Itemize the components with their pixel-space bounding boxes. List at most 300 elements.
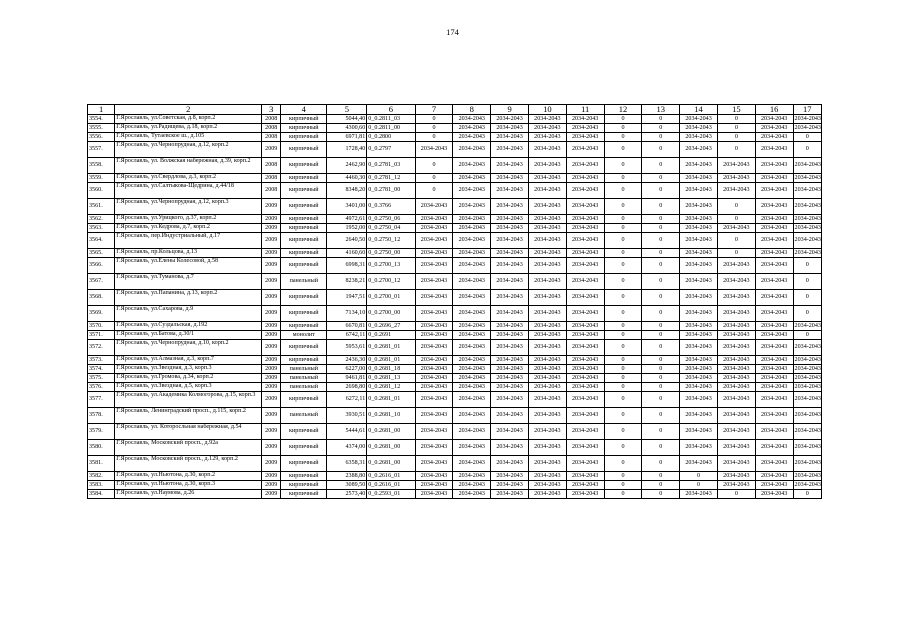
table-cell: 0_0.2681_01 [367,356,415,365]
table-cell: 2034-2043 [453,374,491,383]
table-cell: 2034-2043 [453,440,491,456]
table-cell: 2034-2043 [528,424,566,440]
table-cell: 2034-2043 [415,199,453,215]
table-cell: 2034-2043 [491,174,529,183]
table-cell: 2034-2043 [793,183,821,199]
table-cell: 2436,30 [327,356,367,365]
table-cell: 2034-2043 [717,392,755,408]
table-cell: 3578. [88,408,115,424]
table-cell: 0 [642,174,680,183]
table-cell: Г.Ярославль, ул.Папанина, д.13, корп.2 [115,290,262,306]
table-cell: 2008 [262,158,281,174]
table-cell: 6272,11 [327,392,367,408]
table-cell: 2034-2043 [491,124,529,133]
table-cell: 0 [717,249,755,258]
table-cell: 0_0.2811_03 [367,115,415,124]
table-cell: 0 [642,331,680,340]
table-cell: 2388,80 [327,472,367,481]
table-cell: 2034-2043 [415,374,453,383]
table-cell: 2034-2043 [453,306,491,322]
table-row [88,258,822,274]
table-cell: 2034-2043 [566,383,604,392]
table-cell: 6998,31 [327,258,367,274]
table-cell: 2034-2043 [566,456,604,472]
table-row [88,408,822,424]
table-cell: 0 [642,199,680,215]
table-row [88,340,822,356]
table-cell: 0 [793,274,821,290]
table-cell: 2034-2043 [794,383,821,390]
table-cell: Г.Ярославль, ул.Сахарова, д.9 [115,306,262,322]
table-cell: кирпичный [281,249,327,258]
table-cell: 2034-2043 [755,133,793,142]
table-cell: кирпичный [281,456,327,472]
table-row [88,199,822,215]
table-cell: 2034-2043 [680,331,718,340]
table-cell: 2034-2043 [528,115,566,124]
table-cell: 2009 [262,374,281,383]
table-cell: 0 [793,306,821,322]
table-cell: 2034-2043 [491,224,529,233]
table-cell: кирпичный [281,258,327,274]
table-cell: 2034-2043 [415,322,453,331]
table-cell: 2034-2043 [453,199,491,215]
table-row [88,383,822,392]
column-header: 3 [262,105,281,115]
table-cell: 2034-2043 [680,424,718,440]
table-cell: 2034-2043 [680,224,718,233]
table-cell: 2034-2043 [566,215,604,224]
table-cell: 2034-2043 [793,424,821,440]
table-cell: 2034-2043 [491,215,529,224]
table-cell: 0 [642,290,680,306]
table-cell: 2034-2043 [566,365,604,374]
table-cell: 2034-2043 [491,481,529,490]
table-cell: 0 [642,224,680,233]
table-cell: 0 [604,215,642,224]
table-cell: 1952,00 [327,224,367,233]
table-cell: 2034-2043 [755,124,793,133]
table-cell: 3563. [88,224,115,233]
table-cell: панельный [281,374,327,383]
table-cell: 2034-2043 [755,456,793,472]
table-cell: 0_0.3766 [367,199,415,215]
table-cell: 0 [604,356,642,365]
table-cell: 2034-2043 [453,183,491,199]
table-cell: 0 [717,124,755,133]
table-cell: 0 [642,365,680,374]
table-cell: 0_0.2781_00 [367,183,415,199]
table-row [88,274,822,290]
table-row [88,306,822,322]
table-cell: 2034-2043 [491,133,529,142]
table-cell: 4160,60 [327,249,367,258]
table-cell: 0 [604,174,642,183]
table-row [88,183,822,199]
table-cell: 2034-2043 [415,440,453,456]
table-cell: 1728,40 [327,142,367,158]
table-cell: 2034-2043 [717,365,755,374]
table-cell: 2034-2043 [794,249,821,256]
table-cell: 2034-2043 [566,233,604,249]
table-cell: 0 [642,258,680,274]
table-row [88,115,822,124]
table-cell: 2034-2043 [755,158,793,174]
table-cell: 0 [604,322,642,331]
table-cell: 2034-2043 [566,142,604,158]
table-cell: 0 [604,199,642,215]
table-cell: 2034-2043 [528,481,566,490]
table-cell: 2034-2043 [793,456,821,472]
table-cell: 0 [642,215,680,224]
table-cell: 4460,30 [327,174,367,183]
table-cell: 2034-2043 [717,440,755,456]
table-cell: 0 [642,472,680,481]
table-cell: 2034-2043 [415,249,453,258]
table-cell: 3556. [88,133,115,142]
table-cell: 2008 [262,183,281,199]
table-cell: 2034-2043 [415,365,453,374]
table-cell: 0 [642,340,680,356]
table-cell: 2034-2043 [415,224,453,233]
table-cell: 2034-2043 [453,158,491,174]
table-cell: 3570. [88,322,115,331]
table-cell: 2034-2043 [453,215,491,224]
table-cell: 2009 [262,481,281,490]
table-cell: 2034-2043 [680,306,718,322]
table-cell: 0 [604,158,642,174]
table-cell: 2034-2043 [680,199,718,215]
column-header: 11 [566,105,604,115]
table-cell: 2034-2043 [680,133,718,142]
table-cell: 2034-2043 [566,115,604,124]
table-cell: 3401,00 [327,199,367,215]
table-cell: Г.Ярославль, ул.Чернопрудная, д.12, корп.3 [115,199,262,215]
table-row [88,424,822,440]
table-cell: 0 [642,408,680,424]
table-cell: 2034-2043 [453,472,491,481]
table-cell: 2034-2043 [566,424,604,440]
table-cell: 0 [717,115,755,124]
table-cell: 2009 [262,424,281,440]
table-cell: 2034-2043 [755,224,793,233]
table-cell: 2034-2043 [680,340,718,356]
table-cell: 3567. [88,274,115,290]
table-cell: 0 [642,274,680,290]
table-cell: 3566. [88,258,115,274]
table-cell: 8348,20 [327,183,367,199]
table-cell: 2034-2043 [717,224,755,233]
table-cell: 2034-2043 [566,133,604,142]
table-cell: 2034-2043 [453,142,491,158]
table-cell: 2034-2043 [755,331,793,340]
table-cell: 0_0.2681_12 [367,383,415,392]
table-row [88,133,822,142]
table-cell: 0 [642,158,680,174]
table-cell: 0_0.2700_12 [367,274,415,290]
table-cell: 0 [415,174,453,183]
table-cell: 0_0.2781_12 [367,174,415,183]
table-cell: 0 [415,183,453,199]
table-cell: 0 [415,124,453,133]
table-row [88,174,822,183]
column-header: 12 [604,105,642,115]
table-cell: кирпичный [281,174,327,183]
table-cell: 2034-2043 [453,233,491,249]
table-cell: 2009 [262,224,281,233]
table-cell: 2034-2043 [491,158,529,174]
table-cell: 3089,50 [327,481,367,490]
table-cell: 0 [604,392,642,408]
table-cell: 2034-2043 [755,199,793,215]
table-row [88,456,822,472]
table-cell: 0 [717,215,755,224]
table-cell: 2034-2043 [491,233,529,249]
table-cell: 2034-2043 [415,424,453,440]
table-cell: 3577. [88,392,115,408]
table-cell: 0 [642,374,680,383]
table-cell: 2034-2043 [680,392,718,408]
table-cell: 2034-2043 [528,224,566,233]
table-cell: кирпичный [281,490,327,499]
table-cell: 5953,61 [327,340,367,356]
table-cell: 2034-2043 [453,124,491,133]
table-cell: 0 [604,440,642,456]
table-row [88,249,822,258]
table-cell: 0 [642,356,680,365]
table-cell: кирпичный [281,124,327,133]
table-cell: 2034-2043 [717,424,755,440]
table-cell: 2034-2043 [755,472,793,481]
table-cell: 2034-2043 [491,142,529,158]
table-cell: 0_0.2681_00 [367,424,415,440]
table-cell: 2034-2043 [415,481,453,490]
table-row [88,215,822,224]
table-cell: 2034-2043 [755,274,793,290]
table-cell: 2034-2043 [491,290,529,306]
table-cell: 2034-2043 [680,322,718,331]
table-cell: 2034-2043 [680,374,718,383]
table-cell: 0_0.2800 [367,133,415,142]
table-cell: 3560. [88,183,115,199]
table-cell: 2034-2043 [453,258,491,274]
column-header: 7 [415,105,453,115]
table-cell: 0 [604,481,642,490]
table-cell: 2034-2043 [755,424,793,440]
table-cell: 2034-2043 [491,365,529,374]
table-cell: 2034-2043 [491,392,529,408]
table-cell: Г.Ярославль, ул.Ньютона, д.30, корп.2 [115,472,262,481]
table-cell: 2034-2043 [794,224,821,231]
table-cell: 2034-2043 [794,174,821,181]
table-cell: Г.Ярославль, пер.Индустриальный, д.17 [115,233,262,249]
table-cell: 2034-2043 [566,356,604,365]
table-cell: 2034-2043 [491,199,529,215]
table-cell: 0_0.2681_00 [367,440,415,456]
table-cell: 0_0.2681_10 [367,408,415,424]
table-row [88,392,822,408]
table-cell: 2034-2043 [566,249,604,258]
table-cell: 2034-2043 [755,392,793,408]
table-cell: 2034-2043 [794,124,821,131]
column-header: 13 [642,105,680,115]
table-cell: 2034-2043 [680,365,718,374]
table-cell: 2034-2043 [755,306,793,322]
table-cell: 2034-2043 [566,306,604,322]
table-cell: 2034-2043 [528,274,566,290]
table-cell: 2034-2043 [794,374,821,381]
table-cell: 2034-2043 [680,456,718,472]
table-cell: 2034-2043 [717,158,755,174]
table-cell: 2034-2043 [453,424,491,440]
table-row [88,224,822,233]
table-cell: 2034-2043 [415,306,453,322]
table-cell: 0 [642,142,680,158]
table-cell: 0 [642,490,680,499]
table-cell: 2034-2043 [415,490,453,499]
table-cell: 2009 [262,233,281,249]
table-row [88,142,822,158]
table-cell: 0 [642,440,680,456]
table-cell: 2034-2043 [566,340,604,356]
table-cell: 2009 [262,249,281,258]
table-cell: 2034-2043 [415,233,453,249]
table-cell: 2034-2043 [415,456,453,472]
table-cell: 2034-2043 [680,383,718,392]
table-cell: 2034-2043 [491,322,529,331]
table-cell: 0 [604,290,642,306]
table-cell: 2034-2043 [717,456,755,472]
table-cell: 2034-2043 [793,199,821,215]
table-cell: 0 [604,456,642,472]
table-cell: 2034-2043 [528,374,566,383]
table-cell: 0 [604,408,642,424]
column-header: 10 [528,105,566,115]
table-cell: 4374,00 [327,440,367,456]
column-header: 4 [281,105,327,115]
table-cell: Г.Ярославль, ул.Батова, д.30/1 [115,331,262,340]
table-cell: 2009 [262,440,281,456]
table-cell: 2034-2043 [794,215,821,222]
table-cell: 0_0.2750_12 [367,233,415,249]
table-cell: 2034-2043 [793,340,821,356]
table-cell: 0_0.2696_27 [367,322,415,331]
table-cell: 9461,81 [327,374,367,383]
table-cell: 2009 [262,472,281,481]
table-cell: кирпичный [281,481,327,490]
table-cell: Г.Ярославль, ул.Чернопрудная, д.10, корп.2 [115,340,262,356]
table-cell: 3557. [88,142,115,158]
table-cell: 2034-2043 [415,142,453,158]
table-cell: 2034-2043 [680,440,718,456]
table-cell: 0 [604,490,642,499]
table-cell: Г.Ярославль, ул.Советская, д.8, корп.2 [115,115,262,124]
table-cell: панельный [281,408,327,424]
table-cell: 3582. [88,472,115,481]
table-cell: 0_0.2681_01 [367,340,415,356]
table-cell: 2034-2043 [528,249,566,258]
table-cell: 6742,11 [327,331,367,340]
table-cell: 3555. [88,124,115,133]
table-cell: 3568. [88,290,115,306]
table-cell: 2034-2043 [680,290,718,306]
table-cell: 2034-2043 [680,249,718,258]
table-cell: 1947,51 [327,290,367,306]
table-cell: Г.Ярославль, ул.Ньютона, д.30, корп.3 [115,481,262,490]
table-row [88,290,822,306]
table-cell: 2034-2043 [453,331,491,340]
table-cell: 2034-2043 [491,183,529,199]
column-header: 16 [755,105,793,115]
table-cell: кирпичный [281,142,327,158]
table-cell: 2034-2043 [415,258,453,274]
table-cell: 2034-2043 [491,374,529,383]
table-cell: кирпичный [281,340,327,356]
table-cell: 2034-2043 [680,258,718,274]
table-cell: 2008 [262,115,281,124]
table-cell: 2034-2043 [528,356,566,365]
table-cell: 6358,31 [327,456,367,472]
table-cell: 2034-2043 [755,174,793,183]
table-cell: 2034-2043 [453,174,491,183]
table-cell: 2034-2043 [793,408,821,424]
table-cell: 2034-2043 [528,408,566,424]
table-cell: кирпичный [281,183,327,199]
table-cell: Г.Ярославль, Московский просп., д.129, корп.2 [115,456,262,472]
table-cell: 0 [604,258,642,274]
table-cell: 2034-2043 [491,490,529,499]
table-cell: Г.Ярославль, ул. Волжская набережная, д.39, корп.2 [115,158,262,174]
table-cell: Г.Ярославль, Ленинградский просп., д.115, корп.2 [115,408,262,424]
column-header: 14 [680,105,718,115]
table-cell: 6971,81 [327,133,367,142]
table-cell: 0 [793,258,821,274]
table-cell: Г.Ярославль, ул.Свердлова, д.3, корп.2 [115,174,262,183]
table-cell: 0 [717,490,755,499]
table-cell: 0_0.2681_18 [367,365,415,374]
table-cell: 2034-2043 [755,322,793,331]
table-cell: 2034-2043 [794,115,821,122]
table-cell: 2034-2043 [453,490,491,499]
table-cell: 3562. [88,215,115,224]
table-cell: 2034-2043 [566,199,604,215]
table-cell: 2034-2043 [528,322,566,331]
table-cell: панельный [281,365,327,374]
table-cell: Г.Ярославль, ул.Чернопрудная, д.12, корп.2 [115,142,262,158]
table-cell: 2034-2043 [566,440,604,456]
table-cell: 2034-2043 [528,306,566,322]
table-cell: 2034-2043 [528,158,566,174]
table-cell: 2009 [262,199,281,215]
table-cell: кирпичный [281,199,327,215]
table-cell: Г.Ярославль, ул.Кедрова, д.7, корп.2 [115,224,262,233]
table-cell: 3583. [88,481,115,490]
table-cell: 2034-2043 [453,274,491,290]
table-cell: 2034-2043 [491,274,529,290]
table-cell: 2462,90 [327,158,367,174]
table-cell: 2698,80 [327,383,367,392]
table-cell: 0_0.2700_13 [367,258,415,274]
table-cell: 2034-2043 [528,440,566,456]
table-cell: 2034-2043 [491,408,529,424]
table-row [88,440,822,456]
table-cell: Г.Ярославль, ул.Радищева, д.18, корп.2 [115,124,262,133]
table-cell: 3580. [88,440,115,456]
table-cell: 0 [415,158,453,174]
table-cell: 0 [604,249,642,258]
table-cell: 2034-2043 [566,158,604,174]
column-header: 8 [453,105,491,115]
